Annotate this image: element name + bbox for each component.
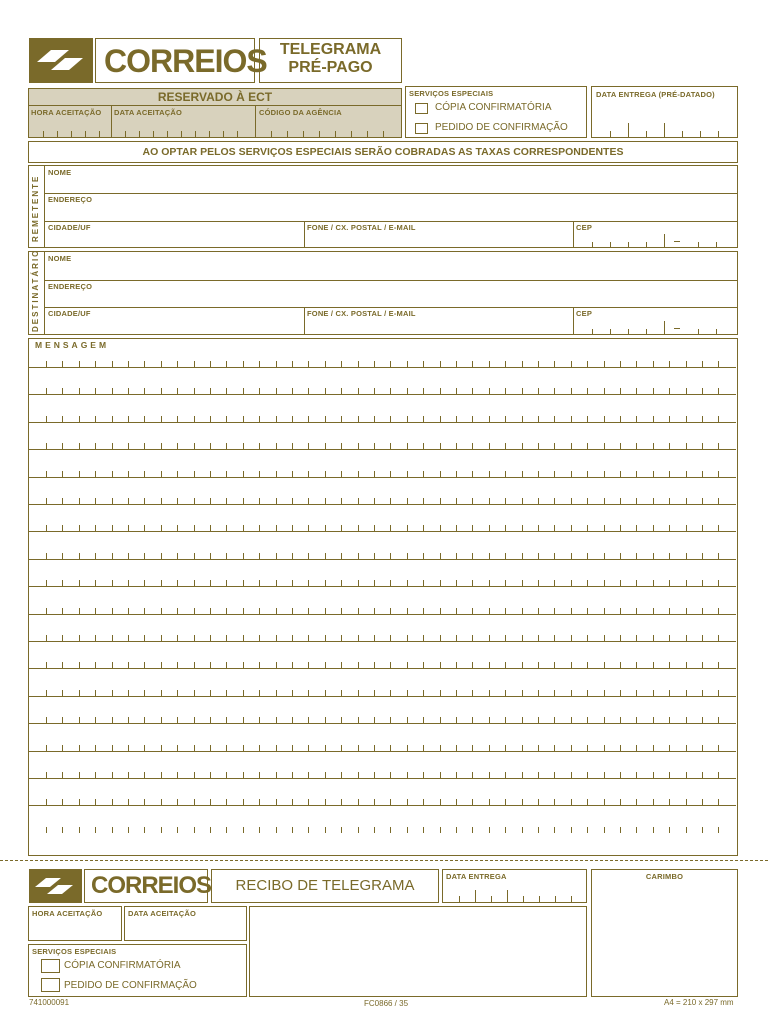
cut-line <box>0 860 768 861</box>
delivery-date-title: DATA ENTREGA (PRÉ-DATADO) <box>596 90 715 99</box>
pedido-label: PEDIDO DE CONFIRMAÇÃO <box>435 122 568 133</box>
receipt-brand-name: CORREIOS <box>91 872 212 899</box>
recipient-cidade-label: CIDADE/UF <box>48 309 91 318</box>
message-line[interactable] <box>29 384 736 394</box>
title-box <box>259 38 402 83</box>
delivery-date-section <box>591 86 738 138</box>
delivery-date-input[interactable] <box>592 107 737 137</box>
sender-cidade-field[interactable] <box>45 231 303 247</box>
sender-section-label: REMETENTE <box>31 174 40 242</box>
notice-text: AO OPTAR PELOS SERVIÇOS ESPECIAIS SERÃO COBRADAS AS TAXAS CORRESPONDENTES <box>142 146 624 158</box>
brand-name: CORREIOS <box>104 43 267 79</box>
message-line[interactable] <box>29 494 736 504</box>
message-line[interactable] <box>29 549 736 559</box>
message-line[interactable] <box>29 439 736 449</box>
reserved-title: RESERVADO À ECT <box>157 90 273 104</box>
correios-logo-icon <box>29 38 93 83</box>
recipient-section <box>28 248 738 335</box>
receipt-hora-box[interactable] <box>28 906 122 941</box>
message-line[interactable] <box>29 658 736 668</box>
message-line[interactable] <box>29 412 736 422</box>
receipt-delivery-box <box>442 869 587 903</box>
footer-left-code: 741000091 <box>29 998 70 1007</box>
recipient-cidade-field[interactable] <box>45 317 303 334</box>
reserved-codigo-label: CÓDIGO DA AGÊNCIA <box>259 108 342 117</box>
message-title: MENSAGEM <box>35 340 110 350</box>
message-line[interactable] <box>29 631 736 641</box>
receipt-data-label: DATA ACEITAÇÃO <box>128 909 197 918</box>
services-title: SERVIÇOS ESPECIAIS <box>409 89 494 98</box>
footer-right-size: A4 = 210 x 297 mm <box>664 998 734 1007</box>
receipt-logo-icon <box>29 869 82 903</box>
receipt-delivery-input[interactable] <box>443 882 586 902</box>
message-line[interactable] <box>29 686 736 696</box>
message-section[interactable] <box>28 338 738 856</box>
sender-nome-field[interactable] <box>45 176 737 193</box>
message-line[interactable] <box>29 713 736 723</box>
services-section <box>405 86 587 138</box>
receipt-services-box <box>28 944 247 997</box>
receipt-services-title: SERVIÇOS ESPECIAIS <box>32 947 117 956</box>
receipt-hora-label: HORA ACEITAÇÃO <box>32 909 103 918</box>
recipient-endereco-field[interactable] <box>45 290 737 307</box>
receipt-main-box[interactable] <box>249 906 587 997</box>
receipt-stamp-box[interactable] <box>591 869 738 997</box>
message-line[interactable] <box>29 467 736 477</box>
sender-section <box>28 165 738 248</box>
message-line[interactable] <box>29 576 736 586</box>
receipt-title-box <box>211 869 439 903</box>
recipient-section-label: DESTINATÁRIO <box>31 248 40 332</box>
reserved-section <box>28 88 402 138</box>
receipt-brand-box <box>84 869 212 903</box>
title-line1: TELEGRAMA <box>279 41 382 58</box>
reserved-input-area[interactable] <box>29 117 401 137</box>
recipient-cep-field[interactable] <box>574 314 738 335</box>
message-line[interactable] <box>29 357 736 367</box>
receipt-pedido-checkbox[interactable] <box>41 978 60 992</box>
message-line[interactable] <box>29 823 736 833</box>
reserved-hora-label: HORA ACEITAÇÃO <box>31 108 102 117</box>
notice-box <box>28 141 738 163</box>
message-line[interactable] <box>29 521 736 531</box>
copia-checkbox[interactable] <box>415 103 428 114</box>
sender-fone-label: FONE / CX. POSTAL / E-MAIL <box>307 223 416 232</box>
receipt-copia-label: CÓPIA CONFIRMATÓRIA <box>64 960 181 971</box>
receipt-title: RECIBO DE TELEGRAMA <box>235 877 415 894</box>
recipient-nome-label: NOME <box>48 254 72 263</box>
message-line[interactable] <box>29 768 736 778</box>
sender-cep-label: CEP <box>576 223 593 232</box>
receipt-stamp-label: CARIMBO <box>645 872 684 881</box>
sender-nome-label: NOME <box>48 168 72 177</box>
receipt-delivery-label: DATA ENTREGA <box>446 872 507 881</box>
recipient-cep-label: CEP <box>576 309 593 318</box>
receipt-copia-checkbox[interactable] <box>41 959 60 973</box>
sender-endereco-field[interactable] <box>45 203 737 220</box>
message-line[interactable] <box>29 741 736 751</box>
reserved-data-label: DATA ACEITAÇÃO <box>114 108 183 117</box>
recipient-fone-label: FONE / CX. POSTAL / E-MAIL <box>307 309 416 318</box>
copia-label: CÓPIA CONFIRMATÓRIA <box>435 102 552 113</box>
title-line2: PRÉ-PAGO <box>288 59 373 76</box>
receipt-pedido-label: PEDIDO DE CONFIRMAÇÃO <box>64 980 197 991</box>
sender-fone-field[interactable] <box>306 231 572 247</box>
sender-cidade-label: CIDADE/UF <box>48 223 91 232</box>
receipt-data-box[interactable] <box>124 906 247 941</box>
pedido-checkbox[interactable] <box>415 123 428 134</box>
recipient-fone-field[interactable] <box>306 317 572 334</box>
brand-box <box>95 38 267 83</box>
recipient-endereco-label: ENDEREÇO <box>48 282 93 291</box>
recipient-nome-field[interactable] <box>45 262 737 279</box>
footer-center-code: FC0866 / 35 <box>364 999 409 1008</box>
message-line[interactable] <box>29 795 736 805</box>
message-line[interactable] <box>29 604 736 614</box>
sender-endereco-label: ENDEREÇO <box>48 195 93 204</box>
sender-cep-field[interactable] <box>574 228 738 248</box>
